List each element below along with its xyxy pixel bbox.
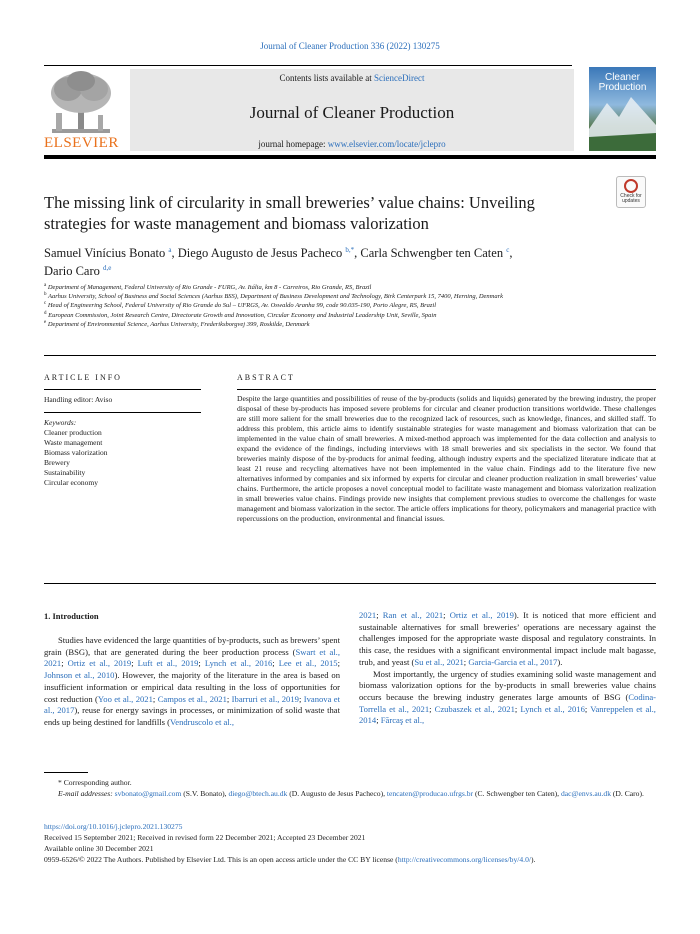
text-run: Studies have evidenced the large quantities of by-products, such as brewers’ spent grain (BSG), that are generated during the beer production process ( (44, 635, 340, 657)
footnotes (44, 777, 656, 799)
text-run: ; (376, 610, 383, 620)
mountain-illustration-icon (589, 67, 656, 151)
received-dates: Received 15 September 2021; Received in revised form 22 December 2021; Accepted 23 December 2021 (44, 833, 366, 842)
homepage-prefix: journal homepage: (258, 139, 328, 149)
license-link[interactable]: http://creativecommons.org/licenses/by/4.0/ (397, 855, 531, 864)
article-info-heading: ARTICLE INFO (44, 373, 122, 382)
affiliation-item: $^e$ Department of Environmental Science, Aarhus University, Frederiksborgvej 399, Roskilde, Denmark (44, 319, 310, 328)
contents-available-line (130, 73, 574, 83)
text-run: ; (272, 658, 279, 669)
contents-prefix: Contents lists available at (279, 73, 374, 83)
abstract-bottom-rule (44, 583, 656, 584)
journal-homepage-line (130, 139, 574, 149)
journal-masthead (44, 63, 656, 153)
email-addresses (44, 788, 656, 799)
article-info-rule (44, 412, 201, 413)
journal-homepage-link[interactable]: www.elsevier.com/locate/jclepro (327, 139, 446, 149)
text-run: ; (152, 693, 158, 704)
journal-cover-image[interactable] (589, 67, 656, 151)
text-run: E-mail addresses: (58, 789, 115, 798)
citation-link[interactable]: Fărcaş et al., (380, 715, 425, 726)
abstract-heading: ABSTRACT (237, 373, 295, 382)
publication-info (44, 821, 656, 865)
text-run: Most importantly, the urgency of studies examining solid waste management and biomass valorization options for the by-products in small breweries value chains occurs because the brewing industry generates large amounts of BSG ( (359, 668, 656, 702)
citation-link[interactable]: Garcia-Garcia et al., 2017 (468, 656, 558, 667)
introduction-heading: 1. Introduction (44, 611, 99, 621)
keyword-item: Sustainability (44, 468, 86, 477)
sciencedirect-link[interactable]: ScienceDirect (374, 73, 425, 83)
intro-paragraph (359, 669, 656, 728)
intro-left-column (44, 635, 340, 729)
citation-link[interactable]: Vendruscolo et al., (170, 716, 234, 727)
text-run: ; (298, 693, 304, 704)
author-name: Samuel Vinícius Bonato (44, 246, 166, 260)
text-run: (D. Augusto de Jesus Pacheco), (287, 789, 387, 798)
text-run: ; (463, 656, 469, 667)
author-affiliation-marker[interactable]: a (168, 245, 172, 254)
masthead-bottom-rule (44, 155, 656, 159)
author-name: Carla Schwengber ten Caten (360, 246, 504, 260)
text-run: ; (226, 693, 232, 704)
corresponding-author-note: * Corresponding author. (58, 778, 132, 787)
intro-paragraph (44, 635, 340, 729)
tree-illustration-icon (44, 69, 118, 137)
citation-link[interactable]: 2021 (359, 610, 377, 620)
text-run: ). However, the majority of the literature in the area is based on insufficient information or empirical data resulting in the loss of opportunities for cost reduction ( (44, 670, 340, 704)
article-info-rule (44, 389, 201, 390)
handling-editor: Handling editor: Aviso (44, 395, 113, 404)
keyword-item: Biomass valorization (44, 448, 108, 457)
license-statement: 0959-6526/© 2022 The Authors. Published by Elsevier Ltd. This is an open access article under the CC BY license (http://creativecommons.org/licenses/by/4.0/). (44, 855, 536, 864)
journal-name: Journal of Cleaner Production (249, 103, 455, 122)
keyword-item: Brewery (44, 458, 70, 467)
citation-link[interactable]: Yoo et al., 2021 (97, 693, 153, 704)
available-online-date: Available online 30 December 2021 (44, 844, 154, 853)
keyword-item: Waste management (44, 438, 103, 447)
check-for-updates-label: Check for updates (620, 193, 642, 204)
citation-link[interactable]: Lee et al., 2015 (278, 658, 338, 669)
text-run: ; (131, 658, 138, 669)
affiliation-item: $^a$ Department of Management, Federal University of Rio Grande - FURG, Av. Itália, km 8 - Carreiros, Rio Grande, RS, Brazil (44, 282, 372, 291)
author-entry[interactable] (44, 264, 111, 278)
text-run: ; (443, 610, 450, 620)
citation-link[interactable]: Codina-Torrella et al., 2021 (359, 691, 656, 714)
citation-link[interactable]: Johnson et al., 2010 (44, 670, 115, 681)
journal-citation[interactable]: Journal of Cleaner Production 336 (2022) 130275 (260, 41, 440, 51)
citation-link[interactable]: Czubaszek et al., 2021 (434, 703, 515, 714)
author-affiliation-marker[interactable]: d,e (103, 263, 112, 272)
text-run: ), reuse for energy savings in processes, or minimization of solid waste that ends up being destined for landfills ( (44, 705, 340, 727)
affiliation-item: $^d$ European Commission, Joint Research Centre, Directorate Growth and Innovation, Circular Economy and Industrial Leadership Unit, Seville, Spain (44, 310, 437, 319)
citation-link[interactable]: diego@btech.au.dk (228, 789, 288, 798)
citation-link[interactable]: dac@envs.au.dk (560, 789, 611, 798)
intro-paragraph (359, 610, 656, 669)
citation-link[interactable]: Lynch et al., 2016 (520, 703, 585, 714)
text-run: ; (584, 703, 591, 714)
article-title: The missing link of circularity in small breweries’ value chains: Unveiling strategies for waste management and biomass valorization (44, 193, 535, 233)
text-run: ). (557, 656, 563, 667)
citation-link[interactable]: svbonato@gmail.com (114, 789, 182, 798)
citation-link[interactable]: Ibarruri et al., 2019 (231, 693, 299, 704)
citation-link[interactable]: Ivanova et al., 2017 (44, 693, 340, 716)
citation-link[interactable]: Luft et al., 2019 (137, 658, 199, 669)
keywords-label: Keywords: (44, 418, 77, 427)
author-name: Dario Caro (44, 264, 100, 278)
abstract-rule (237, 389, 656, 390)
citation-link[interactable]: Lynch et al., 2016 (204, 658, 273, 669)
publisher-wordmark: ELSEVIER (44, 135, 119, 151)
author-entry[interactable]: Carla Schwengber ten Caten $^c$, (360, 245, 513, 260)
citation-link[interactable]: Ortiz et al., 2019 (67, 658, 132, 669)
citation-link[interactable]: Vanreppelen et al., 2014 (359, 703, 656, 726)
affiliation-list (44, 283, 624, 329)
text-run: ). It is noticed that more efficient and sustainable alternatives for small breweries’ operations are necessary against the challenges imposed for the appropriate waste disposal and regulatory constraints. In this case, the residues with a significant environmental impact include malt bagasse, trub, and yeast ( (359, 610, 656, 667)
text-run: ; (198, 658, 205, 669)
citation-link[interactable]: Campos et al., 2021 (157, 693, 227, 704)
author-entry[interactable]: Diego Augusto de Jesus Pacheco $^{b,*}$, (177, 245, 361, 260)
citation-link[interactable]: Ran et al., 2021 (382, 610, 444, 620)
text-run: ; (514, 703, 521, 714)
keyword-item: Circular economy (44, 478, 98, 487)
check-for-updates-badge[interactable] (616, 176, 646, 208)
citation-link[interactable]: tencaten@producao.ufrgs.br (386, 789, 474, 798)
intro-right-column (359, 610, 656, 727)
author-affiliation-marker[interactable]: b,* (345, 245, 355, 254)
author-entry[interactable]: Samuel Vinícius Bonato $^a$, (44, 245, 178, 260)
affiliation-item: $^b$ Aarhus University, School of Business and Social Sciences (Aarhus BSS), Department of Business Development and Technology, Birk Centerpark 15, 7400, Herning, Denmark (44, 292, 504, 301)
text-run: ; (376, 715, 381, 726)
text-run: ; (429, 703, 435, 714)
text-run: ; (337, 658, 340, 669)
text-run: (S.V. Bonato), (181, 789, 229, 798)
text-run: (D. Caro). (611, 789, 644, 798)
section-divider (44, 355, 656, 356)
author-list (44, 244, 624, 280)
affiliation-item: $^c$ Head of Engineering School, Federal University of Rio Grande do Sul – UFRGS, Av. Oswaldo Aranha 99, code 90.035-190, Porto Alegre, RS, Brazil (44, 301, 437, 310)
cover-title-line1: Cleaner (604, 72, 641, 83)
abstract-body: Despite the large quantities and possibilities of reuse of the by-products (solids and liquids) generated by the brewing industry, the proper disposal of these by-products has imposed severe problems for circular and cleaner production transitions worldwide. These challenges are still more salient for the small breweries due to the recognized lack of resources, such as knowledge, finances, and skilled staff. To address this problem, this article aims to identify sustainable strategies for waste management and biomass valorization that can be implemented in the value chain of small breweries. A mixed-method approach was implemented for the data collection and analysis to expand the evidence of the findings, including interviews with 18 small breweries and six specialists in the sector. We found that breweries mainly dispose of the by-products for animal feeding, although industry experts and the specialized literature indicate that at least 21 reuse and recycling alternatives have not been implemented in the value chain. Findings add to the literature five new alternatives informed by companies and six informed by experts for circular and cleaner production realization in small breweries’ value chains. Furthermore, the article proposes a novel conceptual model to facilitate waste management and biomass valorization realization in small breweries value chains. Findings provide new insights that complement previous studies to overcome the challenges for waste management and biomass valorization in the sector. The article offers implications for theory, policymakers and managerial practice with repercussions on the production, environmental and financial issues. (237, 394, 656, 523)
text-run: ; (61, 658, 68, 669)
masthead-center-panel (130, 69, 574, 151)
text-run: (C. Schwengber ten Caten), (473, 789, 561, 798)
keyword-item: Cleaner production (44, 428, 102, 437)
doi-link[interactable]: https://doi.org/10.1016/j.jclepro.2021.130275 (44, 822, 183, 831)
citation-link[interactable]: Swart et al., 2021 (44, 646, 340, 669)
author-name: Diego Augusto de Jesus Pacheco (177, 246, 343, 260)
footnote-rule (44, 772, 88, 773)
citation-link[interactable]: Ortiz et al., 2019 (449, 610, 514, 620)
keyword-list (44, 428, 108, 488)
update-check-icon (624, 179, 638, 193)
citation-link[interactable]: Su et al., 2021 (414, 656, 464, 667)
author-affiliation-marker[interactable]: c (506, 245, 510, 254)
cover-title-line2: Production (598, 82, 647, 93)
